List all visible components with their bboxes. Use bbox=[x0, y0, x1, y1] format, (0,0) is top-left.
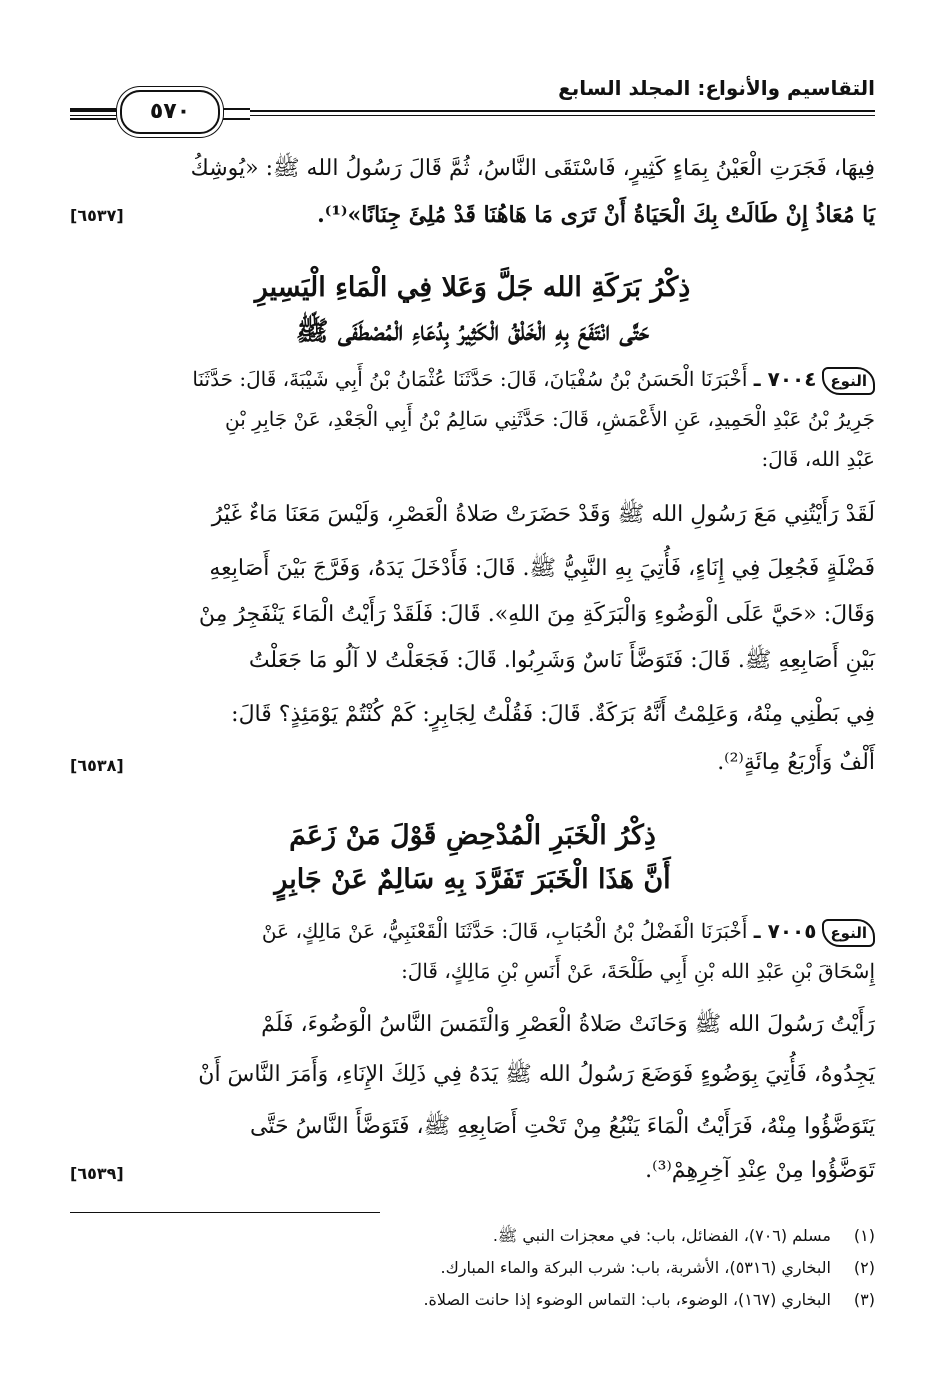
chapter-heading-line-2: أَنَّ هَذَا الْخَبَرَ تَفَرَّدَ بِهِ سَالِمٌ عَنْ جَابِرٍ bbox=[274, 864, 671, 895]
reference-number: [٦٥٣٨] bbox=[70, 756, 124, 775]
page-number: ٥٧٠ bbox=[120, 90, 220, 134]
footnote-2 bbox=[70, 1254, 875, 1282]
isnad-text: أَخْبَرَنَا الْحَسَنُ بْنُ سُفْيَانَ، قَالَ: حَدَّثَنَا عُثْمَانُ بْنُ أَبِي شَيْبَةَ، قَالَ: حَدَّثَنَا bbox=[192, 367, 748, 391]
running-title: التقاسيم والأنواع: المجلد السابع bbox=[558, 76, 875, 100]
chapter-heading-line-2: حَتَّى انْتَفَعَ بِهِ الْخَلْقُ الْكَثِيرُ بِدُعَاءِ الْمُصْطَفَى ﷺ bbox=[295, 316, 650, 347]
type-badge: النوع bbox=[822, 367, 875, 395]
intro-line-1: فِيهَا، فَجَرَتِ الْعَيْنُ بِمَاءٍ كَثِيرٍ، فَاسْتَقَى النَّاسُ، ثُمَّ قَالَ رَسُولُ الله ﷺ: «يُوشِكُ bbox=[190, 156, 875, 181]
reference-number: [٦٥٣٧] bbox=[70, 206, 124, 225]
header-ornament-left bbox=[70, 108, 116, 120]
hadith-matn-line-1: لَقَدْ رَأَيْتُنِي مَعَ رَسُولِ الله ﷺ وَقَدْ حَضَرَتْ صَلاةُ الْعَصْرِ، وَلَيْسَ مَعَنَا مَاءٌ غَيْرُ bbox=[211, 502, 875, 527]
hadith-matn-line-6: أَلْفٌ وَأَرْبَعُ مِائَةٍ⁽²⁾. bbox=[717, 750, 875, 775]
footnote-1 bbox=[70, 1222, 875, 1250]
chapter-heading-line-1: ذِكْرُ بَرَكَةِ الله جَلَّ وَعَلا فِي الْمَاءِ الْيَسِيرِ bbox=[254, 272, 691, 303]
footnote-text: مسلم (٧٠٦)، الفضائل، باب: في معجزات النبي ﷺ. bbox=[492, 1226, 831, 1245]
footnote-number: (٣) bbox=[853, 1290, 875, 1309]
hadith-matn-line-3: وَقَالَ: «حَيَّ عَلَى الْوَضُوءِ وَالْبَرَكَةِ مِنَ اللهِ». قَالَ: فَلَقَدْ رَأَيْتُ الْمَاءَ يَنْفَجِرُ مِنْ bbox=[198, 602, 875, 627]
footnote-number: (٢) bbox=[853, 1258, 875, 1277]
footnote-separator bbox=[70, 1212, 380, 1213]
page-header bbox=[70, 74, 875, 124]
hadith-matn-line-4: تَوَضَّؤُوا مِنْ عِنْدِ آخِرِهِمْ⁽³⁾. bbox=[645, 1158, 875, 1183]
chapter-heading-line-1: ذِكْرُ الْخَبَرِ الْمُدْحِضِ قَوْلَ مَنْ زَعَمَ bbox=[289, 820, 656, 851]
header-ornament-right bbox=[220, 108, 250, 120]
intro-line-2: يَا مُعَاذُ إِنْ طَالَتْ بِكَ الْحَيَاةُ أَنْ تَرَى مَا هَاهُنَا قَدْ مُلِئَ جِنَانًا»⁽¹⁾. bbox=[317, 202, 875, 228]
hadith-matn-line-4: بَيْنِ أَصَابِعِهِ ﷺ. قَالَ: فَتَوَضَّأَ نَاسٌ وَشَرِبُوا. قَالَ: فَجَعَلْتُ لا آلُو مَا جَعَلْتُ bbox=[248, 648, 875, 673]
type-badge: النوع bbox=[822, 919, 875, 947]
hadith-isnad-line-2: جَرِيرُ بْنُ عَبْدِ الْحَمِيدِ، عَنِ الأَعْمَشِ، قَالَ: حَدَّثَنِي سَالِمُ بْنُ أَبِي الْجَعْدِ، عَنْ جَابِرِ بْنِ bbox=[224, 407, 875, 431]
hadith-number: ٧٠٠٤ ـ bbox=[753, 367, 817, 391]
hadith-isnad-line-2: إِسْحَاقَ بْنِ عَبْدِ الله بْنِ أَبِي طَلْحَةَ، عَنْ أَنَسِ بْنِ مَالِكٍ، قَالَ: bbox=[401, 959, 875, 983]
hadith-number: ٧٠٠٥ ـ bbox=[753, 919, 817, 943]
hadith-matn-line-3: يَتَوَضَّؤُوا مِنْهُ، فَرَأَيْتُ الْمَاءَ يَنْبُعُ مِنْ تَحْتِ أَصَابِعِهِ ﷺ، فَتَوَضَّأَ النَّاسُ حَتَّى bbox=[250, 1114, 875, 1139]
hadith-isnad-line-3: عَبْدِ الله، قَالَ: bbox=[761, 447, 875, 471]
footnote-text: البخاري (٥٣١٦)، الأشربة، باب: شرب البركة والماء المبارك. bbox=[440, 1258, 831, 1277]
footnote-text: البخاري (١٦٧)، الوضوء، باب: التماس الوضوء إذا حانت الصلاة. bbox=[423, 1290, 831, 1309]
isnad-text: أَخْبَرَنَا الْفَضْلُ بْنُ الْحُبَابِ، قَالَ: حَدَّثَنَا الْقَعْنَبِيُّ، عَنْ مَالِكٍ، عَنْ bbox=[261, 919, 748, 943]
reference-number: [٦٥٣٩] bbox=[70, 1164, 124, 1183]
hadith-matn-line-2: يَجِدُوهُ، فَأُتِيَ بِوَضُوءٍ فَوَضَعَ رَسُولُ الله ﷺ يَدَهُ فِي ذَلِكَ الإِنَاءِ، وَأَمَرَ النَّاسَ أَنْ bbox=[198, 1062, 875, 1087]
hadith-matn-line-1: رَأَيْتُ رَسُولَ الله ﷺ وَحَانَتْ صَلاةُ الْعَصْرِ وَالْتَمَسَ النَّاسُ الْوَضُوءَ، فَلَمْ bbox=[261, 1012, 875, 1037]
hadith-isnad-line-1 bbox=[70, 912, 875, 950]
footnote-3 bbox=[70, 1286, 875, 1314]
hadith-matn-line-5: فِي بَطْنِي مِنْهُ، وَعَلِمْتُ أَنَّهُ بَرَكَةٌ. قَالَ: فَقُلْتُ لِجَابِرٍ: كَمْ كُنْتُمْ يَوْمَئِذٍ؟ قَالَ: bbox=[231, 702, 875, 727]
footnote-number: (١) bbox=[853, 1226, 875, 1245]
hadith-isnad-line-1 bbox=[70, 360, 875, 398]
hadith-matn-line-2: فَضْلَةٍ فَجُعِلَ فِي إِنَاءٍ، فَأُتِيَ بِهِ النَّبِيُّ ﷺ. قَالَ: فَأَدْخَلَ يَدَهُ، وَفَرَّجَ بَيْنَ أَصَابِعِهِ bbox=[209, 556, 875, 581]
